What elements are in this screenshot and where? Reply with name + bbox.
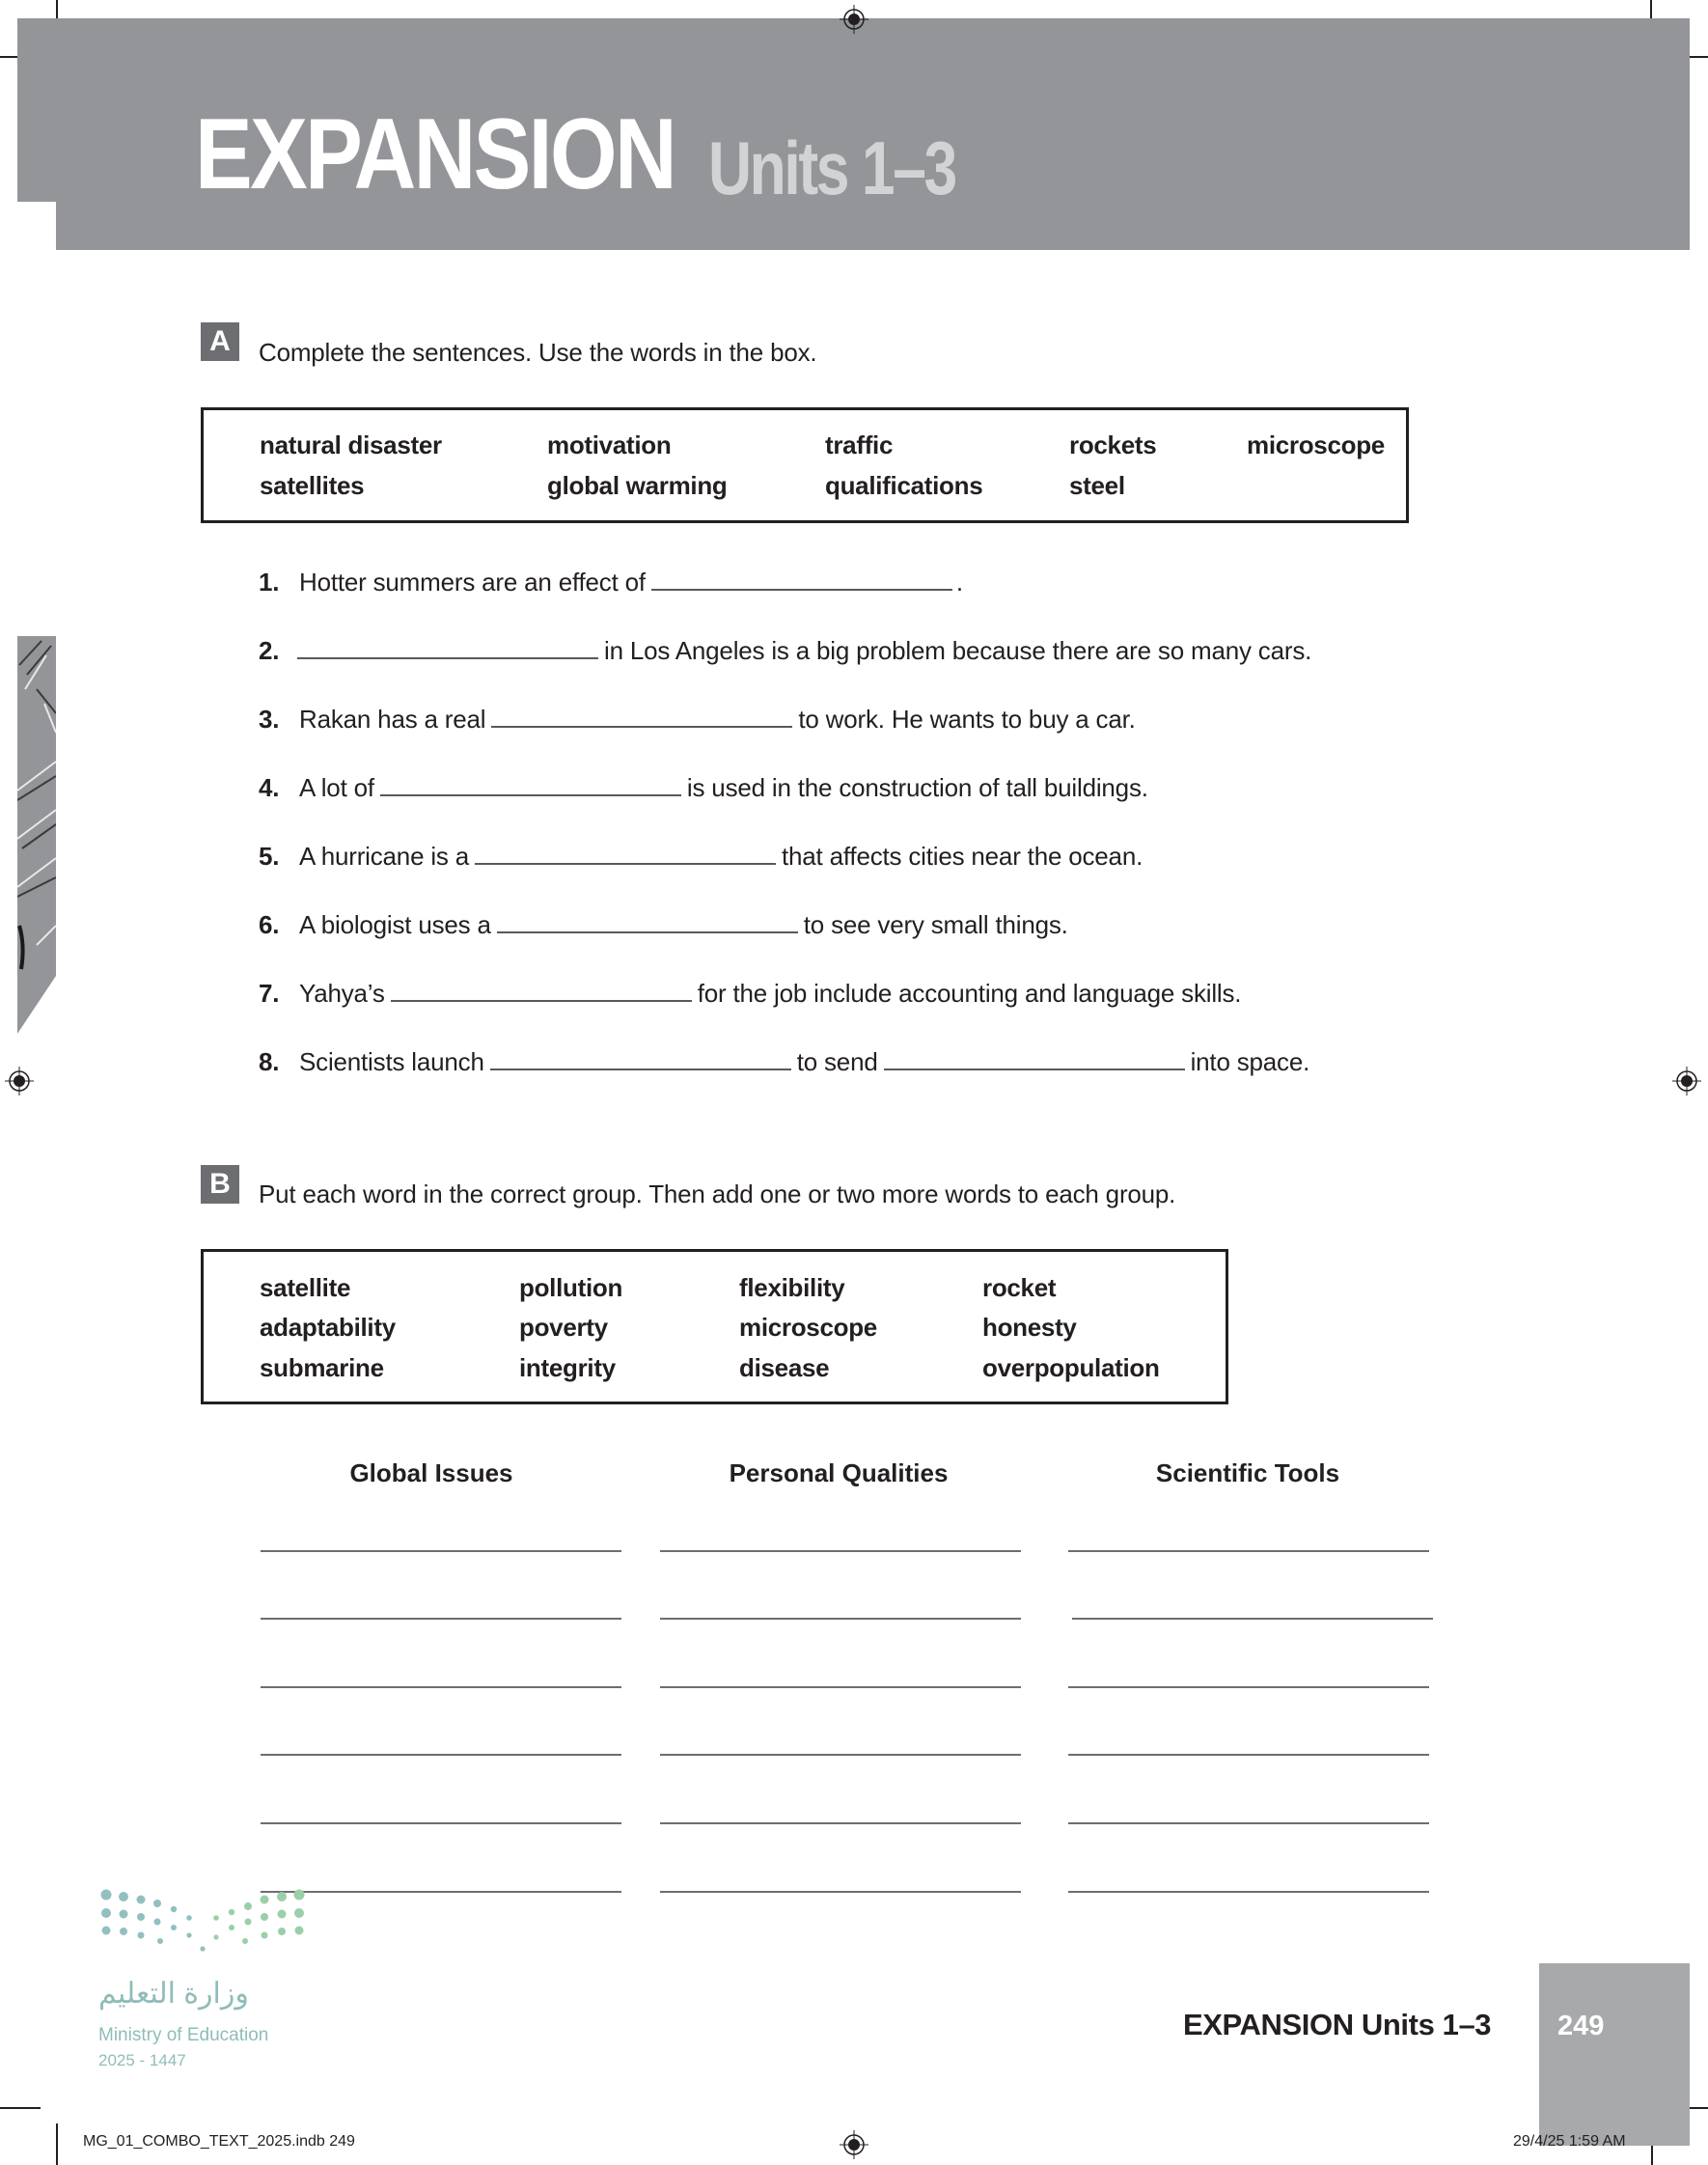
word-chip: adaptability [260, 1313, 396, 1342]
sentence-3: 3. Rakan has a real to work. He wants to buy a car. [259, 705, 1136, 734]
section-a-word-box [201, 407, 1409, 523]
section-a-instruction: Complete the sentences. Use the words in the box. [259, 338, 817, 367]
ministry-logo-icon [96, 1887, 309, 1974]
word-chip: overpopulation [982, 1353, 1160, 1382]
answer-blank[interactable] [297, 638, 598, 659]
word-chip: flexibility [739, 1273, 845, 1302]
column-heading-scientific-tools: Scientific Tools [1155, 1458, 1340, 1487]
word-chip: microscope [1247, 430, 1385, 459]
answer-line[interactable] [660, 1618, 1021, 1620]
title-main: EXPANSION [195, 98, 675, 210]
answer-blank[interactable] [380, 775, 681, 796]
answer-line[interactable] [1068, 1891, 1429, 1893]
answer-blank[interactable] [475, 844, 776, 865]
logo-english-text: Ministry of Education [98, 2025, 269, 2045]
print-slug-date: 29/4/25 1:59 AM [1513, 2133, 1626, 2150]
page-number-box [1539, 1963, 1690, 2146]
answer-line[interactable] [261, 1550, 621, 1552]
answer-blank[interactable] [884, 1049, 1185, 1070]
answer-line[interactable] [1072, 1618, 1433, 1620]
answer-line[interactable] [1068, 1550, 1429, 1552]
logo-arabic-text: وزارة التعليم [98, 1978, 249, 2010]
word-chip: qualifications [825, 471, 983, 500]
word-chip: traffic [825, 430, 894, 459]
page-title [195, 98, 955, 210]
sentence-7: 7. Yahya’s for the job include accounting and language skills. [259, 979, 1242, 1008]
answer-line[interactable] [660, 1822, 1021, 1824]
answer-blank[interactable] [497, 912, 798, 933]
answer-line[interactable] [1068, 1822, 1429, 1824]
word-chip: microscope [739, 1313, 877, 1342]
word-chip: rocket [982, 1273, 1057, 1302]
answer-line[interactable] [261, 1754, 621, 1756]
side-decoration [17, 636, 56, 1034]
answer-line[interactable] [660, 1550, 1021, 1552]
answer-line[interactable] [261, 1822, 621, 1824]
sentence-8: 8. Scientists launch to send into space. [259, 1047, 1310, 1076]
word-chip: global warming [547, 471, 728, 500]
sentence-5: 5. A hurricane is a that affects cities near the ocean. [259, 842, 1143, 871]
answer-line[interactable] [261, 1891, 621, 1893]
answer-line[interactable] [1068, 1754, 1429, 1756]
logo-year-text: 2025 - 1447 [98, 2051, 186, 2069]
section-b-instruction: Put each word in the correct group. Then add one or two more words to each group. [259, 1180, 1176, 1208]
answer-line[interactable] [261, 1686, 621, 1688]
header-tab [17, 18, 56, 202]
sentence-2: 2. in Los Angeles is a big problem because there are so many cars. [259, 636, 1312, 665]
page-number: 249 [1557, 2011, 1605, 2041]
word-chip: motivation [547, 430, 672, 459]
title-subtitle: Units 1–3 [708, 125, 955, 210]
answer-line[interactable] [261, 1618, 621, 1620]
word-chip: disease [739, 1353, 830, 1382]
section-b-badge: B [201, 1165, 239, 1204]
sentence-6: 6. A biologist uses a to see very small things. [259, 910, 1068, 939]
word-chip: satellite [260, 1273, 351, 1302]
answer-line[interactable] [1068, 1686, 1429, 1688]
sentence-1: 1. Hotter summers are an effect of . [259, 568, 963, 597]
registration-mark-icon [840, 2130, 868, 2159]
answer-blank[interactable] [391, 981, 692, 1002]
running-footer-title: EXPANSION Units 1–3 [1183, 2008, 1492, 2041]
answer-line[interactable] [660, 1754, 1021, 1756]
answer-line[interactable] [660, 1891, 1021, 1893]
registration-mark-icon [840, 5, 868, 34]
print-slug-file: MG_01_COMBO_TEXT_2025.indb 249 [83, 2133, 355, 2150]
word-chip: submarine [260, 1353, 384, 1382]
word-chip: pollution [519, 1273, 623, 1302]
word-chip: poverty [519, 1313, 608, 1342]
answer-blank[interactable] [491, 707, 792, 728]
crop-mark [56, 2123, 58, 2165]
section-b-word-box [201, 1249, 1228, 1404]
word-chip: integrity [519, 1353, 616, 1382]
column-heading-global-issues: Global Issues [349, 1458, 513, 1487]
word-chip: rockets [1069, 430, 1157, 459]
answer-blank[interactable] [490, 1049, 791, 1070]
registration-mark-icon [1672, 1067, 1701, 1096]
answer-blank[interactable] [651, 569, 952, 591]
word-chip: natural disaster [260, 430, 442, 459]
word-chip: satellites [260, 471, 365, 500]
sentence-4: 4. A lot of is used in the construction of tall buildings. [259, 773, 1148, 802]
word-chip: honesty [982, 1313, 1077, 1342]
section-a-badge: A [201, 322, 239, 361]
answer-line[interactable] [660, 1686, 1021, 1688]
word-chip: steel [1069, 471, 1125, 500]
registration-mark-icon [5, 1067, 34, 1096]
column-heading-personal-qualities: Personal Qualities [729, 1458, 949, 1487]
crop-mark [0, 2107, 41, 2109]
